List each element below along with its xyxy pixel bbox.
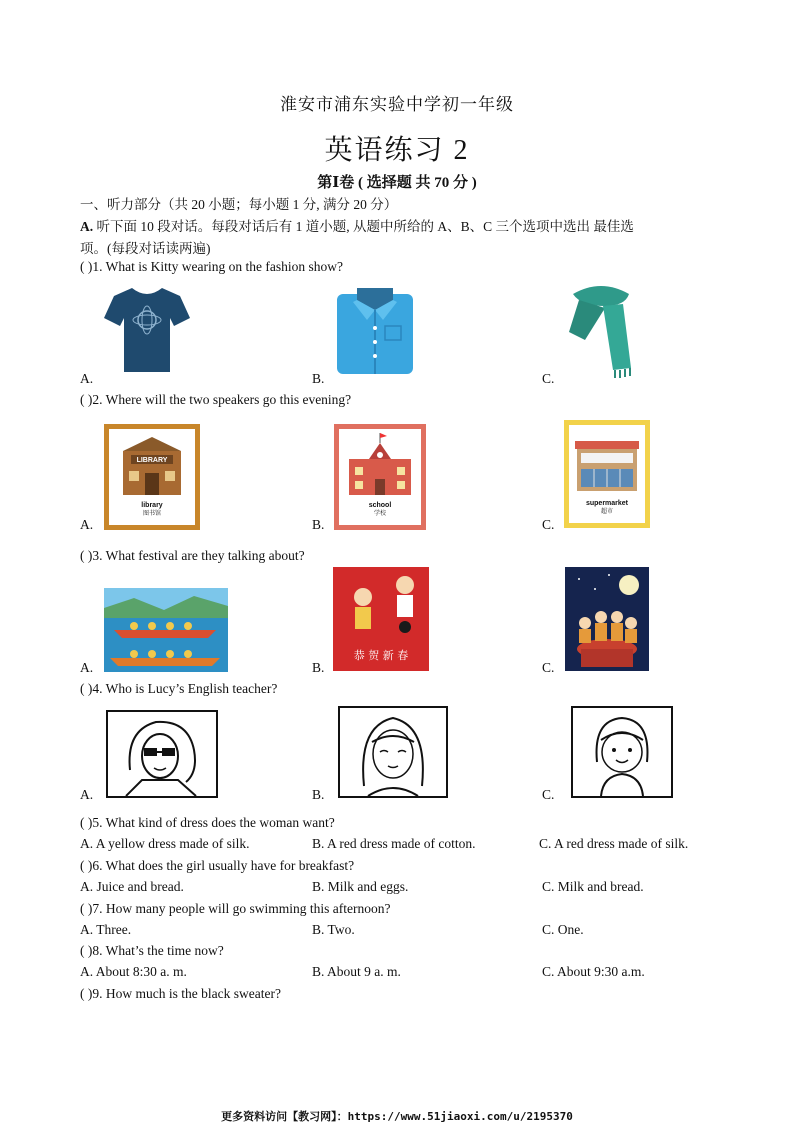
library-building-image bbox=[109, 429, 195, 501]
school-label-zh: 学校 bbox=[373, 510, 386, 517]
question-3: ( )3. What festival are they talking about? bbox=[80, 548, 305, 563]
option-2c[interactable]: C. bbox=[542, 517, 555, 532]
scarf-image bbox=[565, 280, 637, 380]
option-7a[interactable]: A. Three. bbox=[80, 922, 132, 937]
supermarket-card bbox=[564, 420, 650, 528]
instruction-a-text: 听下面 10 段对话。每段对话后有 1 道小题, 从题中所给的 A、B、C 三个选项中选出 最佳选 bbox=[93, 219, 634, 234]
option-8a[interactable]: A. About 8:30 a. m. bbox=[80, 964, 187, 979]
supermarket-label-zh: 超市 bbox=[600, 508, 613, 515]
girl-short-hair-image bbox=[571, 706, 673, 798]
option-3c[interactable]: C. bbox=[542, 660, 555, 675]
mid-autumn-image bbox=[565, 567, 649, 671]
school-card bbox=[334, 424, 426, 530]
spring-festival-text: 恭 贺 新 春 bbox=[353, 649, 409, 662]
question-9: ( )9. How much is the black sweater? bbox=[80, 986, 281, 1001]
supermarket-label-en: supermarket bbox=[585, 500, 629, 507]
teacher-with-glasses-image bbox=[106, 710, 218, 798]
school-building-image bbox=[339, 429, 421, 501]
option-5b[interactable]: B. A red dress made of cotton. bbox=[312, 836, 476, 851]
question-8: ( )8. What’s the time now? bbox=[80, 943, 224, 958]
option-8c[interactable]: C. About 9:30 a.m. bbox=[542, 964, 645, 979]
question-6: ( )6. What does the girl usually have for breakfast? bbox=[80, 858, 355, 873]
option-6c[interactable]: C. Milk and bread. bbox=[542, 879, 644, 894]
footer-link[interactable]: 更多资料访问【教习网】：https://www.51jiaoxi.com/u/2195370 bbox=[221, 1110, 573, 1123]
option-1b[interactable]: B. bbox=[312, 371, 325, 386]
instruction-a bbox=[80, 215, 634, 235]
shirt-image bbox=[327, 280, 423, 376]
option-7b[interactable]: B. Two. bbox=[312, 922, 355, 937]
section-heading: 一、听力部分（共 20 小题；每小题 1 分, 满分 20 分） bbox=[80, 197, 398, 212]
instruction-a-label: A. bbox=[80, 219, 94, 234]
tshirt-image bbox=[104, 284, 190, 374]
option-3b[interactable]: B. bbox=[312, 660, 325, 675]
instruction-a-cont: 项。(每段对话读两遍) bbox=[80, 241, 211, 256]
girl-long-hair-image bbox=[338, 706, 448, 798]
option-3a[interactable]: A. bbox=[80, 660, 94, 675]
question-2: ( )2. Where will the two speakers go this evening? bbox=[80, 392, 352, 407]
part-heading: 第Ⅰ卷 ( 选择题 共 70 分 ) bbox=[317, 175, 477, 191]
page-title: 英语练习 2 bbox=[324, 135, 470, 166]
option-5c[interactable]: C. A red dress made of silk. bbox=[539, 836, 689, 851]
spring-festival-figures bbox=[333, 567, 429, 647]
option-4b[interactable]: B. bbox=[312, 787, 325, 802]
question-4: ( )4. Who is Lucy’s English teacher? bbox=[80, 681, 278, 696]
option-1a[interactable]: A. bbox=[80, 371, 94, 386]
library-sign: LIBRARY bbox=[136, 457, 168, 464]
option-6b[interactable]: B. Milk and eggs. bbox=[312, 879, 409, 894]
option-1c[interactable]: C. bbox=[542, 371, 555, 386]
dragon-boat-image bbox=[104, 588, 228, 672]
option-6a[interactable]: A. Juice and bread. bbox=[80, 879, 184, 894]
question-1: ( )1. What is Kitty wearing on the fashion show? bbox=[80, 259, 343, 274]
option-4c[interactable]: C. bbox=[542, 787, 555, 802]
option-2b[interactable]: B. bbox=[312, 517, 325, 532]
library-card bbox=[104, 424, 200, 530]
library-label-zh: 图书馆 bbox=[142, 510, 161, 517]
supermarket-building-image bbox=[569, 425, 645, 499]
question-7: ( )7. How many people will go swimming this afternoon? bbox=[80, 901, 391, 916]
option-7c[interactable]: C. One. bbox=[542, 922, 584, 937]
option-8b[interactable]: B. About 9 a. m. bbox=[312, 964, 401, 979]
library-label-en: library bbox=[141, 502, 163, 509]
question-5: ( )5. What kind of dress does the woman want? bbox=[80, 815, 335, 830]
school-name: 淮安市浦东实验中学初一年级 bbox=[280, 95, 514, 114]
spring-festival-image bbox=[333, 567, 429, 671]
option-5a[interactable]: A. A yellow dress made of silk. bbox=[80, 836, 250, 851]
option-2a[interactable]: A. bbox=[80, 517, 94, 532]
option-4a[interactable]: A. bbox=[80, 787, 94, 802]
school-label-en: school bbox=[368, 502, 392, 509]
